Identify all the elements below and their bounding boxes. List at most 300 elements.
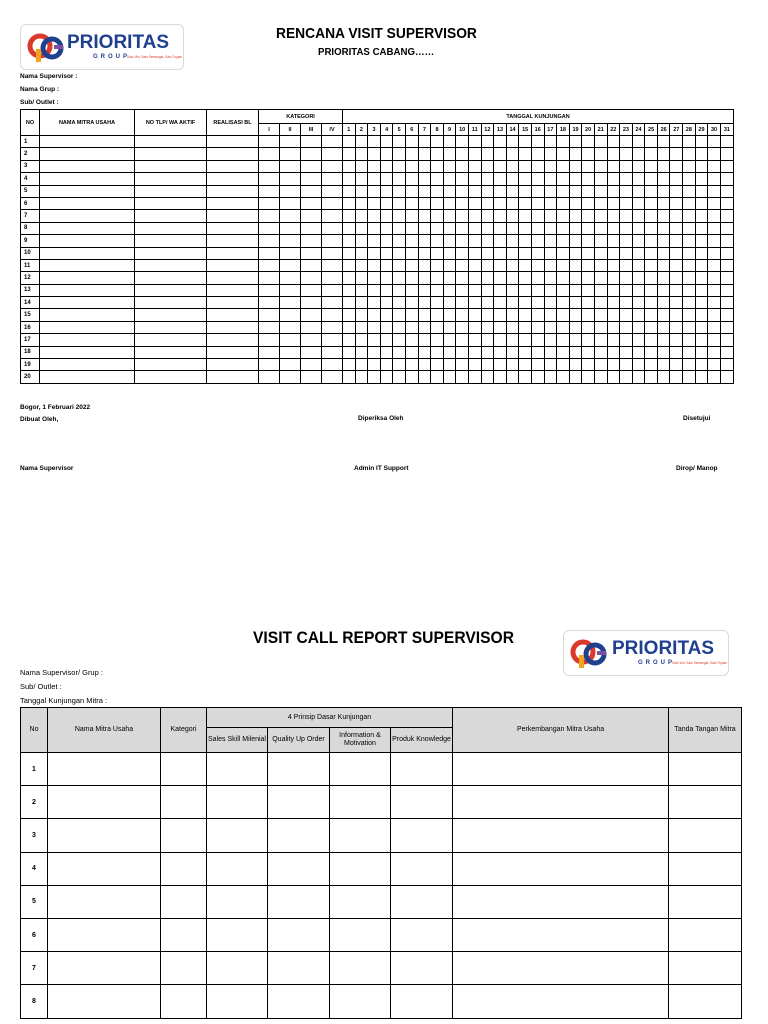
table-cell[interactable] <box>368 148 381 160</box>
table-cell[interactable] <box>280 284 301 296</box>
table-cell[interactable] <box>418 185 431 197</box>
table-cell[interactable] <box>406 185 419 197</box>
table-cell[interactable] <box>582 136 595 148</box>
table-cell[interactable] <box>456 259 469 271</box>
table-cell[interactable] <box>708 359 721 371</box>
table-cell[interactable] <box>380 148 393 160</box>
table-cell[interactable] <box>207 819 268 852</box>
table-cell[interactable] <box>506 235 519 247</box>
table-cell[interactable] <box>40 272 135 284</box>
table-cell[interactable] <box>393 297 406 309</box>
table-cell[interactable] <box>657 272 670 284</box>
table-cell[interactable] <box>683 247 696 259</box>
table-cell[interactable] <box>494 136 507 148</box>
table-cell[interactable] <box>322 148 343 160</box>
table-cell[interactable] <box>343 222 356 234</box>
table-cell[interactable] <box>506 160 519 172</box>
table-cell[interactable] <box>418 334 431 346</box>
table-cell[interactable] <box>557 259 570 271</box>
table-cell[interactable] <box>343 210 356 222</box>
table-cell[interactable] <box>506 334 519 346</box>
table-cell[interactable] <box>322 334 343 346</box>
table-cell[interactable] <box>135 222 207 234</box>
table-cell[interactable] <box>632 160 645 172</box>
table-cell[interactable] <box>620 309 633 321</box>
table-cell[interactable] <box>670 197 683 209</box>
table-cell[interactable] <box>343 346 356 358</box>
table-cell[interactable] <box>645 321 658 333</box>
table-cell[interactable] <box>708 371 721 383</box>
table-cell[interactable] <box>468 247 481 259</box>
table-cell[interactable] <box>669 753 742 786</box>
table-cell[interactable] <box>557 284 570 296</box>
table-cell[interactable] <box>418 309 431 321</box>
table-cell[interactable] <box>519 235 532 247</box>
table-cell[interactable] <box>280 210 301 222</box>
table-cell[interactable] <box>161 918 207 951</box>
table-cell[interactable] <box>207 136 259 148</box>
table-cell[interactable] <box>443 284 456 296</box>
table-cell[interactable] <box>380 346 393 358</box>
table-cell[interactable] <box>391 918 453 951</box>
table-cell[interactable] <box>301 359 322 371</box>
table-cell[interactable] <box>481 247 494 259</box>
table-cell[interactable] <box>456 309 469 321</box>
table-cell[interactable] <box>620 334 633 346</box>
table-cell[interactable] <box>544 297 557 309</box>
table-cell[interactable] <box>468 371 481 383</box>
table-cell[interactable] <box>280 148 301 160</box>
table-cell[interactable] <box>453 819 669 852</box>
table-cell[interactable] <box>468 321 481 333</box>
table-cell[interactable] <box>468 210 481 222</box>
table-cell[interactable] <box>695 235 708 247</box>
table-cell[interactable] <box>557 148 570 160</box>
table-cell[interactable] <box>670 148 683 160</box>
table-cell[interactable] <box>494 309 507 321</box>
table-cell[interactable] <box>431 148 444 160</box>
table-cell[interactable] <box>720 160 733 172</box>
table-cell[interactable] <box>582 346 595 358</box>
table-cell[interactable] <box>645 160 658 172</box>
table-cell[interactable] <box>720 259 733 271</box>
table-cell[interactable] <box>380 160 393 172</box>
table-cell[interactable] <box>380 173 393 185</box>
table-cell[interactable] <box>443 185 456 197</box>
table-cell[interactable] <box>506 309 519 321</box>
table-cell[interactable] <box>506 259 519 271</box>
table-cell[interactable] <box>453 918 669 951</box>
table-cell[interactable] <box>343 160 356 172</box>
table-cell[interactable] <box>343 185 356 197</box>
table-cell[interactable] <box>393 334 406 346</box>
table-cell[interactable] <box>607 235 620 247</box>
table-cell[interactable] <box>135 334 207 346</box>
table-cell[interactable] <box>393 309 406 321</box>
table-cell[interactable] <box>582 148 595 160</box>
table-cell[interactable] <box>453 985 669 1018</box>
table-cell[interactable] <box>443 309 456 321</box>
table-cell[interactable] <box>670 272 683 284</box>
table-cell[interactable] <box>406 160 419 172</box>
table-cell[interactable] <box>695 197 708 209</box>
table-cell[interactable] <box>391 885 453 918</box>
table-cell[interactable] <box>720 321 733 333</box>
table-cell[interactable] <box>391 852 453 885</box>
table-cell[interactable] <box>582 222 595 234</box>
table-cell[interactable] <box>670 359 683 371</box>
table-cell[interactable] <box>683 371 696 383</box>
table-cell[interactable] <box>393 136 406 148</box>
table-cell[interactable] <box>456 297 469 309</box>
table-cell[interactable] <box>301 346 322 358</box>
table-cell[interactable] <box>695 259 708 271</box>
table-cell[interactable] <box>453 952 669 985</box>
table-cell[interactable] <box>594 210 607 222</box>
table-cell[interactable] <box>620 346 633 358</box>
table-cell[interactable] <box>40 371 135 383</box>
table-cell[interactable] <box>368 297 381 309</box>
table-cell[interactable] <box>670 297 683 309</box>
table-cell[interactable] <box>519 259 532 271</box>
table-cell[interactable] <box>494 222 507 234</box>
table-cell[interactable] <box>494 346 507 358</box>
table-cell[interactable] <box>259 210 280 222</box>
table-cell[interactable] <box>418 272 431 284</box>
table-cell[interactable] <box>135 235 207 247</box>
table-cell[interactable] <box>519 222 532 234</box>
table-cell[interactable] <box>259 160 280 172</box>
table-cell[interactable] <box>657 222 670 234</box>
table-cell[interactable] <box>368 136 381 148</box>
table-cell[interactable] <box>443 197 456 209</box>
table-cell[interactable] <box>431 309 444 321</box>
table-cell[interactable] <box>506 173 519 185</box>
table-cell[interactable] <box>481 136 494 148</box>
table-cell[interactable] <box>657 346 670 358</box>
table-cell[interactable] <box>380 197 393 209</box>
table-cell[interactable] <box>406 272 419 284</box>
table-cell[interactable] <box>531 148 544 160</box>
table-cell[interactable] <box>431 210 444 222</box>
table-cell[interactable] <box>494 235 507 247</box>
table-cell[interactable] <box>695 222 708 234</box>
table-cell[interactable] <box>506 222 519 234</box>
table-cell[interactable] <box>620 222 633 234</box>
table-cell[interactable] <box>708 297 721 309</box>
table-cell[interactable] <box>494 371 507 383</box>
table-cell[interactable] <box>343 359 356 371</box>
table-cell[interactable] <box>645 334 658 346</box>
table-cell[interactable] <box>494 259 507 271</box>
table-cell[interactable] <box>481 371 494 383</box>
table-cell[interactable] <box>708 259 721 271</box>
table-cell[interactable] <box>607 309 620 321</box>
table-cell[interactable] <box>594 359 607 371</box>
table-cell[interactable] <box>708 346 721 358</box>
table-cell[interactable] <box>607 210 620 222</box>
table-cell[interactable] <box>355 346 368 358</box>
table-cell[interactable] <box>368 309 381 321</box>
table-cell[interactable] <box>207 952 268 985</box>
table-cell[interactable] <box>607 359 620 371</box>
table-cell[interactable] <box>393 259 406 271</box>
table-cell[interactable] <box>683 272 696 284</box>
table-cell[interactable] <box>280 346 301 358</box>
table-cell[interactable] <box>48 952 161 985</box>
table-cell[interactable] <box>355 222 368 234</box>
table-cell[interactable] <box>322 210 343 222</box>
table-cell[interactable] <box>406 371 419 383</box>
table-cell[interactable] <box>207 148 259 160</box>
table-cell[interactable] <box>708 148 721 160</box>
table-cell[interactable] <box>481 359 494 371</box>
table-cell[interactable] <box>368 222 381 234</box>
table-cell[interactable] <box>418 297 431 309</box>
table-cell[interactable] <box>456 334 469 346</box>
table-cell[interactable] <box>135 136 207 148</box>
table-cell[interactable] <box>431 297 444 309</box>
table-cell[interactable] <box>418 259 431 271</box>
table-cell[interactable] <box>708 160 721 172</box>
table-cell[interactable] <box>207 321 259 333</box>
table-cell[interactable] <box>557 309 570 321</box>
table-cell[interactable] <box>683 359 696 371</box>
table-cell[interactable] <box>207 284 259 296</box>
table-cell[interactable] <box>594 222 607 234</box>
table-cell[interactable] <box>343 235 356 247</box>
table-cell[interactable] <box>443 371 456 383</box>
table-cell[interactable] <box>557 371 570 383</box>
table-cell[interactable] <box>355 259 368 271</box>
table-cell[interactable] <box>268 952 330 985</box>
table-cell[interactable] <box>355 272 368 284</box>
table-cell[interactable] <box>393 272 406 284</box>
table-cell[interactable] <box>494 297 507 309</box>
table-cell[interactable] <box>368 210 381 222</box>
table-cell[interactable] <box>207 985 268 1018</box>
table-cell[interactable] <box>301 222 322 234</box>
table-cell[interactable] <box>343 173 356 185</box>
table-cell[interactable] <box>607 284 620 296</box>
table-cell[interactable] <box>544 247 557 259</box>
table-cell[interactable] <box>683 210 696 222</box>
table-cell[interactable] <box>670 185 683 197</box>
table-cell[interactable] <box>322 136 343 148</box>
table-cell[interactable] <box>453 786 669 819</box>
table-cell[interactable] <box>135 259 207 271</box>
table-cell[interactable] <box>355 148 368 160</box>
table-cell[interactable] <box>481 321 494 333</box>
table-cell[interactable] <box>322 197 343 209</box>
table-cell[interactable] <box>380 210 393 222</box>
table-cell[interactable] <box>322 235 343 247</box>
table-cell[interactable] <box>569 222 582 234</box>
table-cell[interactable] <box>531 371 544 383</box>
table-cell[interactable] <box>343 284 356 296</box>
table-cell[interactable] <box>531 160 544 172</box>
table-cell[interactable] <box>720 247 733 259</box>
table-cell[interactable] <box>368 197 381 209</box>
table-cell[interactable] <box>259 247 280 259</box>
table-cell[interactable] <box>557 346 570 358</box>
table-cell[interactable] <box>443 148 456 160</box>
table-cell[interactable] <box>657 259 670 271</box>
table-cell[interactable] <box>494 321 507 333</box>
table-cell[interactable] <box>48 819 161 852</box>
table-cell[interactable] <box>322 222 343 234</box>
table-cell[interactable] <box>343 321 356 333</box>
table-cell[interactable] <box>544 185 557 197</box>
table-cell[interactable] <box>330 819 391 852</box>
table-cell[interactable] <box>40 259 135 271</box>
table-cell[interactable] <box>406 309 419 321</box>
table-cell[interactable] <box>632 334 645 346</box>
table-cell[interactable] <box>380 309 393 321</box>
table-cell[interactable] <box>355 321 368 333</box>
table-cell[interactable] <box>569 297 582 309</box>
table-cell[interactable] <box>468 160 481 172</box>
table-cell[interactable] <box>368 334 381 346</box>
table-cell[interactable] <box>280 222 301 234</box>
table-cell[interactable] <box>683 136 696 148</box>
table-cell[interactable] <box>519 334 532 346</box>
table-cell[interactable] <box>343 148 356 160</box>
table-cell[interactable] <box>135 297 207 309</box>
table-cell[interactable] <box>268 819 330 852</box>
table-cell[interactable] <box>569 247 582 259</box>
table-cell[interactable] <box>620 371 633 383</box>
table-cell[interactable] <box>506 136 519 148</box>
table-cell[interactable] <box>657 321 670 333</box>
table-cell[interactable] <box>506 148 519 160</box>
table-cell[interactable] <box>519 321 532 333</box>
table-cell[interactable] <box>557 247 570 259</box>
table-cell[interactable] <box>670 136 683 148</box>
table-cell[interactable] <box>607 247 620 259</box>
table-cell[interactable] <box>418 222 431 234</box>
table-cell[interactable] <box>48 786 161 819</box>
table-cell[interactable] <box>645 284 658 296</box>
table-cell[interactable] <box>431 136 444 148</box>
table-cell[interactable] <box>380 235 393 247</box>
table-cell[interactable] <box>259 297 280 309</box>
table-cell[interactable] <box>431 284 444 296</box>
table-cell[interactable] <box>443 235 456 247</box>
table-cell[interactable] <box>544 136 557 148</box>
table-cell[interactable] <box>695 160 708 172</box>
table-cell[interactable] <box>443 173 456 185</box>
table-cell[interactable] <box>657 235 670 247</box>
table-cell[interactable] <box>322 284 343 296</box>
table-cell[interactable] <box>40 247 135 259</box>
table-cell[interactable] <box>330 952 391 985</box>
table-cell[interactable] <box>645 173 658 185</box>
table-cell[interactable] <box>494 284 507 296</box>
table-cell[interactable] <box>519 247 532 259</box>
table-cell[interactable] <box>301 148 322 160</box>
table-cell[interactable] <box>582 197 595 209</box>
table-cell[interactable] <box>544 272 557 284</box>
table-cell[interactable] <box>393 371 406 383</box>
table-cell[interactable] <box>330 918 391 951</box>
table-cell[interactable] <box>431 160 444 172</box>
table-cell[interactable] <box>418 160 431 172</box>
table-cell[interactable] <box>683 321 696 333</box>
table-cell[interactable] <box>544 173 557 185</box>
table-cell[interactable] <box>330 985 391 1018</box>
table-cell[interactable] <box>544 148 557 160</box>
table-cell[interactable] <box>645 371 658 383</box>
table-cell[interactable] <box>368 272 381 284</box>
table-cell[interactable] <box>207 259 259 271</box>
table-cell[interactable] <box>268 885 330 918</box>
table-cell[interactable] <box>40 334 135 346</box>
table-cell[interactable] <box>695 136 708 148</box>
table-cell[interactable] <box>557 235 570 247</box>
table-cell[interactable] <box>695 173 708 185</box>
table-cell[interactable] <box>431 346 444 358</box>
table-cell[interactable] <box>301 321 322 333</box>
table-cell[interactable] <box>669 819 742 852</box>
table-cell[interactable] <box>418 235 431 247</box>
table-cell[interactable] <box>431 359 444 371</box>
table-cell[interactable] <box>494 334 507 346</box>
table-cell[interactable] <box>207 272 259 284</box>
table-cell[interactable] <box>670 346 683 358</box>
table-cell[interactable] <box>695 148 708 160</box>
table-cell[interactable] <box>456 346 469 358</box>
table-cell[interactable] <box>393 173 406 185</box>
table-cell[interactable] <box>207 885 268 918</box>
table-cell[interactable] <box>494 160 507 172</box>
table-cell[interactable] <box>531 334 544 346</box>
table-cell[interactable] <box>531 309 544 321</box>
table-cell[interactable] <box>431 321 444 333</box>
table-cell[interactable] <box>259 359 280 371</box>
table-cell[interactable] <box>531 185 544 197</box>
table-cell[interactable] <box>519 284 532 296</box>
table-cell[interactable] <box>720 210 733 222</box>
table-cell[interactable] <box>708 309 721 321</box>
table-cell[interactable] <box>343 297 356 309</box>
table-cell[interactable] <box>207 247 259 259</box>
table-cell[interactable] <box>645 136 658 148</box>
table-cell[interactable] <box>355 284 368 296</box>
table-cell[interactable] <box>519 185 532 197</box>
table-cell[interactable] <box>657 297 670 309</box>
table-cell[interactable] <box>301 235 322 247</box>
table-cell[interactable] <box>657 160 670 172</box>
table-cell[interactable] <box>594 309 607 321</box>
table-cell[interactable] <box>720 185 733 197</box>
table-cell[interactable] <box>135 197 207 209</box>
table-cell[interactable] <box>569 259 582 271</box>
table-cell[interactable] <box>431 334 444 346</box>
table-cell[interactable] <box>393 235 406 247</box>
table-cell[interactable] <box>40 359 135 371</box>
table-cell[interactable] <box>582 359 595 371</box>
table-cell[interactable] <box>494 185 507 197</box>
table-cell[interactable] <box>468 222 481 234</box>
table-cell[interactable] <box>453 885 669 918</box>
table-cell[interactable] <box>557 136 570 148</box>
table-cell[interactable] <box>683 309 696 321</box>
table-cell[interactable] <box>453 753 669 786</box>
table-cell[interactable] <box>301 272 322 284</box>
table-cell[interactable] <box>494 197 507 209</box>
table-cell[interactable] <box>695 309 708 321</box>
